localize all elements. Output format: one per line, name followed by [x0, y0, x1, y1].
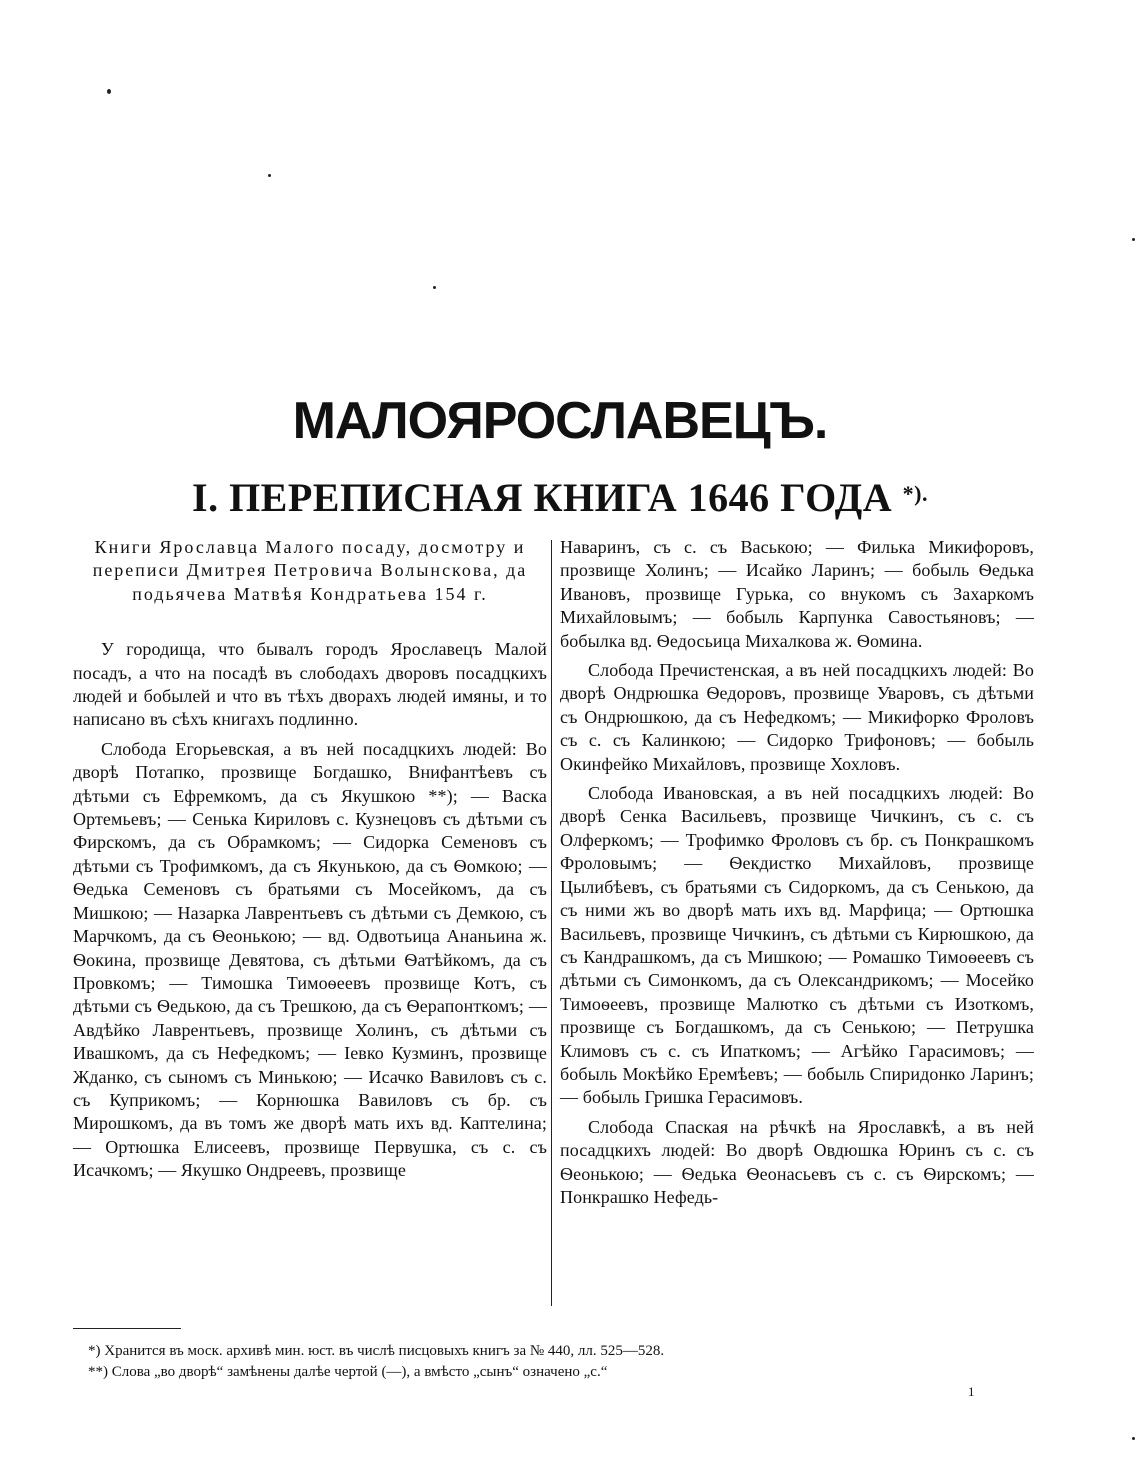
- column-divider: [551, 540, 552, 1306]
- scan-speck: [107, 89, 111, 94]
- footnote-divider: [73, 1328, 181, 1329]
- paragraph: Наваринъ, съ с. съ Ваською; — Филька Микифоровъ, прозвище Холинъ; — Исайко Ларинъ; — бобыль Ѳедька Ивановъ, прозвище Гурька, со внукомъ съ Захаркомъ Михайловымъ; — бобыль Карпунка Савостьяновъ; — бобылка вд. Ѳедосьица Михалкова ж. Ѳомина.: [560, 537, 1034, 651]
- right-column: [560, 536, 1034, 1215]
- section-title-text: I. ПЕРЕПИСНАЯ КНИГА 1646 ГОДА: [192, 475, 893, 520]
- page-mark: 1: [968, 1384, 975, 1399]
- scan-speck: [1132, 1437, 1135, 1440]
- footnotes: [88, 1341, 988, 1383]
- paragraph: Слобода Пречистенская, а въ ней посадцкихъ людей: Во дворѣ Ондрюшка Ѳедоровъ, прозвище Уваровъ, съ дѣтьми съ Ондрюшкою, да съ Нефедкомъ; — Микифорко Фроловъ съ с. съ Калинкою; — Сидорко Трифоновъ; — бобыль Окинфейко Михайловъ, прозвище Хохловъ.: [560, 660, 1034, 774]
- section-title: [0, 466, 1120, 526]
- page-title: МАЛОЯРОСЛАВЕЦЪ.: [292, 392, 828, 450]
- section-title-footnote-mark: *).: [902, 481, 928, 506]
- book-heading: Книги Ярославца Малого посаду, досмотру и переписи Дмитрея Петровича Волынскова, да подьячева Матвѣя Кондратьева 154 г.: [92, 537, 528, 604]
- footnote: *) Хранится въ моск. архивѣ мин. юст. въ числѣ писцовыхъ книгъ за № 440, лл. 525—528.: [88, 1343, 665, 1359]
- paragraph: Слобода Спаская на рѣчкѣ на Ярославкѣ, а въ ней посадцкихъ людей: Во дворѣ Овдюшка Юринъ съ с. съ Ѳеонькою; — Ѳедька Ѳеонасьевъ съ с. съ Ѳирскомъ; — Понкрашко Нефедь-: [560, 1116, 1034, 1207]
- scan-speck: [1132, 238, 1135, 241]
- scan-speck: [433, 286, 436, 289]
- paragraph: Слобода Ивановская, а въ ней посадцкихъ людей: Во дворѣ Сенка Васильевъ, прозвище Чичкинъ, съ с. съ Олферкомъ; — Трофимко Фроловъ съ бр. съ Понкрашкомъ Фроловымъ; — Ѳекдистко Михайловъ, прозвище Цылибѣевъ, съ братьями съ Сидоркомъ, да съ Сенькою, да съ ними жъ во дворѣ мать ихъ вд. Марфица; — Ортюшка Васильевъ, прозвище Чичкинъ, съ дѣтьми съ Кирюшкою, да съ Кандрашкомъ, да съ Мишкою; — Ромашко Тимоѳеевъ съ дѣтьми съ Симонкомъ, да съ Олександрикомъ; — Мосейко Тимоѳеевъ, прозвище Малютко съ дѣтьми съ Изоткомъ, прозвище съ Богдашкомъ, да съ Сенькою; — Петрушка Климовъ съ с. съ Ипаткомъ; — Агѣйко Гарасимовъ; — бобыль Мокѣйко Еремѣевъ; — бобыль Спиридонко Ларинъ; — бобыль Гришка Герасимовъ.: [560, 783, 1034, 1108]
- paragraph: Слобода Егорьевская, а въ ней посадцкихъ людей: Во дворѣ Потапко, прозвище Богдашко, Внифантѣевъ съ дѣтьми съ Ефремкомъ, да съ Якушкою **); — Васка Ортемьевъ; — Сенька Кириловъ с. Кузнецовъ съ дѣтьми съ Фирскомъ, да съ Обрамкомъ; — Сидорка Семеновъ съ дѣтьми съ Трофимкомъ, да съ Якунькою, да съ Ѳомкою; — Ѳедька Семеновъ съ братьями съ Мосейкомъ, да съ Мишкою; — Назарка Лаврентьевъ съ дѣтьми съ Демкою, съ Марчкомъ, да съ Ѳеонькою; — вд. Одвотьица Ананьина ж. Ѳокина, прозвище Девятова, съ дѣтьми Ѳатѣйкомъ, да съ Провкомъ; — Тимошка Тимоѳеевъ прозвище Котъ, съ дѣтьми съ Ѳедькою, да съ Трешкою, да съ Ѳерапонткомъ; — Авдѣйко Лаврентьевъ, прозвище Холинъ, съ дѣтьми съ Ивашкомъ, да съ Нефедкомъ; — Іевко Кузминъ, прозвище Жданко, съ сыномъ съ Минькою; — Исачко Вавиловъ съ с. съ Куприкомъ; — Корнюшка Вавиловъ съ бр. съ Мирошкомъ, да въ томъ же дворѣ мать ихъ вд. Каптелина; — Ортюшка Елисеевъ, прозвище Первушка, съ с. съ Исачкомъ; — Якушко Ондреевъ, прозвище: [73, 738, 547, 1181]
- left-column: [73, 536, 547, 1189]
- paragraph: У городища, что бывалъ городъ Ярославецъ Малой посадъ, а что на посадѣ въ слободахъ дворовъ посадцкихъ людей и бобылей и что въ тѣхъ дворахъ людей имяны, и то написано въ сѣхъ книгахъ подлинно.: [73, 639, 547, 730]
- footnote: **) Слова „во дворѣ“ замѣнены далѣе чертой (—), а вмѣсто „сынъ“ означено „с.“: [88, 1364, 608, 1380]
- scan-speck: [268, 174, 271, 177]
